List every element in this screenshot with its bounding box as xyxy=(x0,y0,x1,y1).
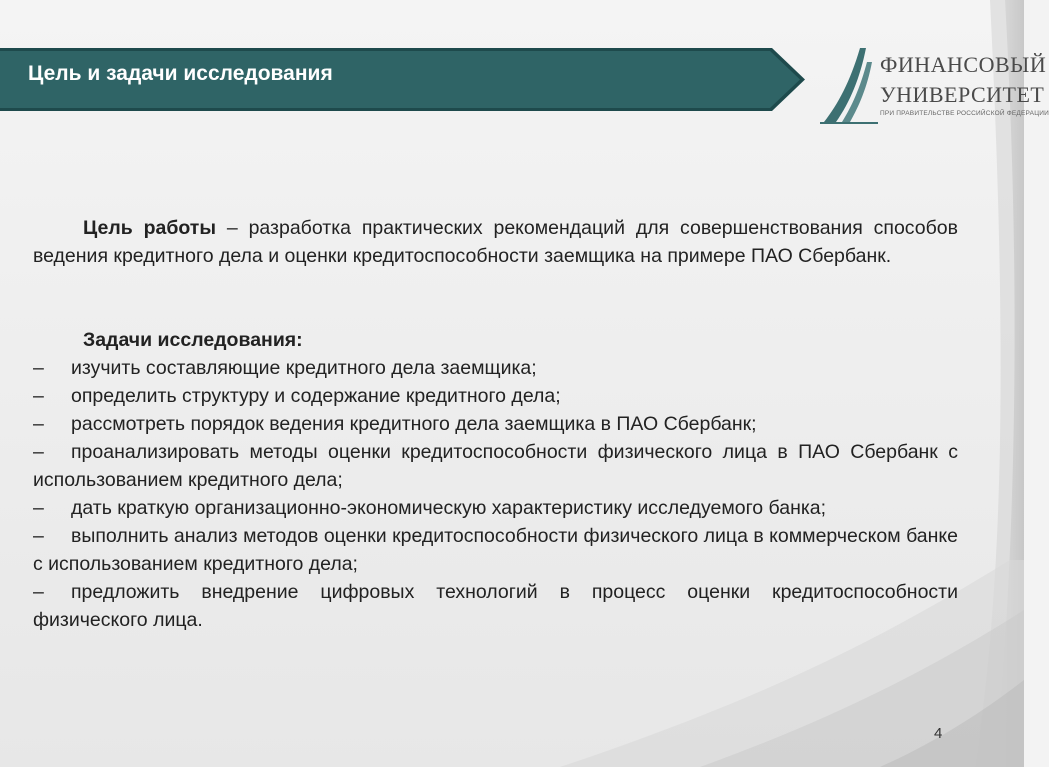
tasks-list xyxy=(33,354,958,634)
bullet-dash: – xyxy=(33,441,44,463)
goal-paragraph xyxy=(33,214,958,270)
task-text: предложить внедрение цифровых технологий в процесс оценки кредитоспособности физического лица. xyxy=(33,581,958,631)
goal-text: – разработка практических рекомендаций для совершенствования способов ведения кредитного дела и оценки кредитоспособности заемщика на примере ПАО Сбербанк. xyxy=(33,217,958,267)
university-logo xyxy=(820,44,1049,124)
bullet-dash: – xyxy=(33,357,44,379)
logo-text-line1: ФИНАНСОВЫЙ xyxy=(880,52,1047,77)
logo-subtitle: ПРИ ПРАВИТЕЛЬСТВЕ РОССИЙСКОЙ ФЕДЕРАЦИИ xyxy=(880,110,1049,117)
task-text: изучить составляющие кредитного дела заемщика; xyxy=(71,357,537,379)
slide-title: Цель и задачи исследования xyxy=(28,62,333,85)
task-item xyxy=(33,578,958,634)
task-item xyxy=(33,382,958,410)
task-text: рассмотреть порядок ведения кредитного дела заемщика в ПАО Сбербанк; xyxy=(71,413,757,435)
task-item xyxy=(33,438,958,494)
task-text: дать краткую организационно-экономическую характеристику исследуемого банка; xyxy=(71,497,827,519)
task-item xyxy=(33,354,958,382)
bullet-dash: – xyxy=(33,497,44,519)
bullet-dash: – xyxy=(33,413,44,435)
task-text: проанализировать методы оценки кредитоспособности физического лица в ПАО Сбербанк с использованием кредитного дела; xyxy=(33,441,958,491)
bullet-dash: – xyxy=(33,385,44,407)
task-item xyxy=(33,494,958,522)
task-item xyxy=(33,522,958,578)
tasks-heading: Задачи исследования: xyxy=(83,329,303,351)
bullet-dash: – xyxy=(33,525,44,547)
page-number: 4 xyxy=(934,725,943,742)
logo-mark-icon xyxy=(820,44,880,124)
slide-content xyxy=(33,214,958,634)
logo-text-line2: УНИВЕРСИТЕТ xyxy=(880,82,1045,107)
task-item xyxy=(33,410,958,438)
task-text: определить структуру и содержание кредитного дела; xyxy=(71,385,561,407)
bullet-dash: – xyxy=(33,581,44,603)
task-text: выполнить анализ методов оценки кредитоспособности физического лица в коммерческом банке с использованием кредитного дела; xyxy=(33,525,958,575)
goal-label: Цель работы xyxy=(83,217,216,239)
